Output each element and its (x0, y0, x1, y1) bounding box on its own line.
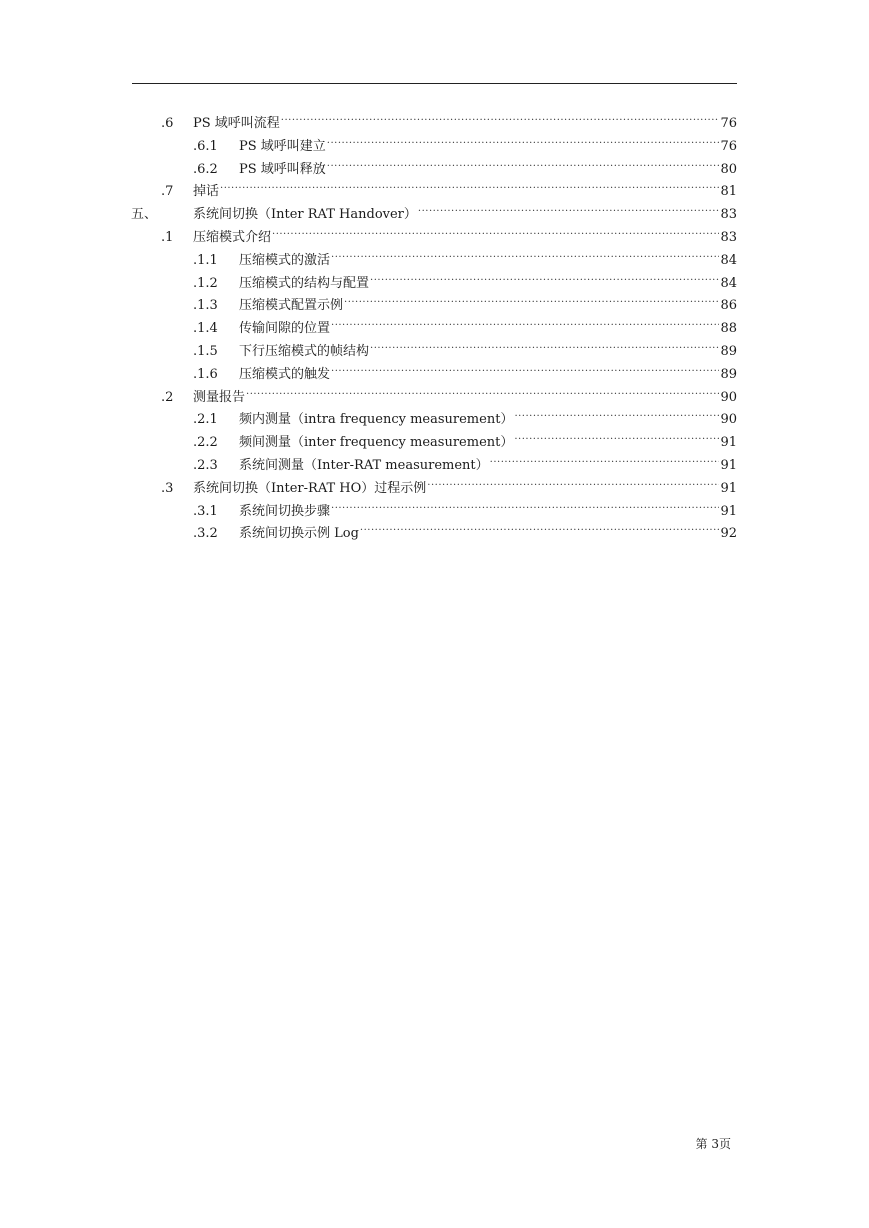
toc-entry-page: 84 (720, 275, 737, 291)
toc-entry-page: 80 (720, 161, 737, 177)
toc-entry[interactable] (161, 105, 737, 131)
toc-entry-page: 76 (720, 116, 737, 131)
toc-dot-leader (272, 219, 719, 241)
toc-entry-number: .6.2 (193, 161, 218, 177)
toc-entry[interactable] (161, 379, 737, 405)
toc-entry-page: 91 (720, 435, 737, 451)
toc-entry-page: 88 (720, 321, 737, 337)
toc-entry-number: .3.2 (193, 526, 218, 542)
toc-entry[interactable] (161, 470, 737, 496)
toc-entry[interactable] (193, 356, 737, 382)
toc-dot-leader (331, 493, 719, 515)
toc-entry[interactable] (193, 493, 737, 519)
toc-entry-title: 传输间隙的位置 (239, 321, 331, 337)
toc-entry-page: 76 (720, 138, 737, 154)
toc-entry-title: PS 域呼叫流程 (193, 116, 280, 131)
toc-entry-title: 压缩模式的激活 (239, 252, 331, 268)
toc-entry[interactable] (193, 151, 737, 177)
toc-entry-title: 系统间切换示例 Log (239, 526, 359, 542)
toc-entry[interactable] (193, 287, 737, 314)
toc-entry-page: 81 (720, 184, 737, 200)
toc-dot-leader (344, 287, 719, 309)
toc-dot-leader (370, 333, 719, 355)
toc-entry[interactable] (193, 447, 737, 473)
toc-entry-page: 84 (720, 252, 737, 268)
toc-entry-page: 91 (720, 480, 737, 496)
toc-entry-number: .2.1 (193, 412, 218, 428)
toc-entry-title: PS 域呼叫释放 (239, 161, 326, 177)
toc-dot-leader (327, 128, 720, 150)
toc-entry-title: 压缩模式的触发 (239, 366, 331, 382)
toc-dot-leader (281, 105, 720, 127)
toc-entry[interactable] (193, 424, 737, 451)
toc-entry-title: 系统间切换（Inter RAT Handover） (193, 207, 417, 223)
toc-dot-leader (246, 379, 719, 401)
toc-dot-leader (331, 356, 719, 378)
toc-entry[interactable] (193, 401, 737, 428)
toc-entry-number: .1.5 (193, 344, 218, 359)
toc-entry-page: 86 (720, 298, 737, 314)
toc-entry[interactable] (193, 515, 737, 542)
toc-entry-title: 频间测量（inter frequency measurement） (239, 435, 514, 451)
toc-entry[interactable] (193, 310, 737, 337)
toc-entry-page: 91 (720, 503, 737, 519)
toc-entry-page: 90 (720, 389, 737, 405)
toc-entry[interactable] (193, 242, 737, 268)
toc-entry[interactable] (193, 128, 737, 154)
toc-entry-number: .1.1 (193, 252, 218, 268)
toc-entry-title: 频内测量（intra frequency measurement） (239, 412, 514, 428)
toc-entry-title: 压缩模式的结构与配置 (239, 275, 370, 291)
toc-dot-leader (331, 310, 719, 332)
toc-entry-number: .2 (161, 389, 174, 405)
toc-entry-number: .1 (161, 230, 174, 245)
page-number: 第 3页 (695, 1137, 731, 1151)
toc-entry-title: 系统间切换（Inter-RAT HO）过程示例 (193, 480, 427, 496)
toc-entry-page: 89 (720, 344, 737, 359)
toc-entry-title: PS 域呼叫建立 (239, 138, 326, 154)
toc-dot-leader (418, 196, 720, 218)
toc-entry-page: 89 (720, 366, 737, 382)
toc-entry[interactable] (131, 196, 737, 223)
toc-entry-title: 测量报告 (193, 389, 246, 405)
toc-entry-title: 压缩模式介绍 (193, 230, 272, 245)
toc-entry-number: .3.1 (193, 503, 218, 519)
toc-dot-leader (327, 151, 720, 173)
toc-entry-number: .1.6 (193, 366, 218, 382)
toc-entry[interactable] (193, 333, 737, 359)
toc-entry-title: 压缩模式配置示例 (239, 298, 344, 314)
toc-dot-leader (331, 242, 719, 264)
toc-dot-leader (360, 515, 720, 537)
toc-entry-page: 83 (720, 207, 737, 223)
toc-entry[interactable] (161, 219, 737, 245)
toc-entry[interactable] (161, 173, 737, 200)
toc-entry-page: 83 (720, 230, 737, 245)
toc-entry-page: 90 (720, 412, 737, 428)
toc-dot-leader (490, 447, 720, 469)
toc-entry-number: .6.1 (193, 138, 218, 154)
toc-dot-leader (427, 470, 719, 492)
toc-entry-number: .2.3 (193, 458, 218, 473)
toc-dot-leader (220, 173, 719, 195)
toc-entry-number: .1.4 (193, 321, 218, 337)
toc-entry-number: .6 (161, 116, 174, 131)
toc-dot-leader (370, 265, 719, 287)
toc-entry-title: 掉话 (193, 184, 220, 200)
toc-entry-title: 系统间测量（Inter-RAT measurement） (239, 458, 489, 473)
toc-dot-leader (514, 424, 719, 446)
toc-dot-leader (514, 401, 719, 423)
toc-entry-number: .7 (161, 184, 174, 200)
toc-entry-number: .2.2 (193, 435, 218, 451)
toc-entry-number: .3 (161, 480, 174, 496)
toc-entry-page: 91 (720, 458, 737, 473)
toc-entry-number: .1.2 (193, 275, 218, 291)
toc-entry-number: .1.3 (193, 298, 218, 314)
toc-entry-title: 下行压缩模式的帧结构 (239, 344, 370, 359)
toc-entry-page: 92 (720, 526, 737, 542)
toc-entry-title: 系统间切换步骤 (239, 503, 331, 519)
toc-entry[interactable] (193, 265, 737, 291)
toc-entry-number: 五、 (131, 207, 158, 223)
header-rule (132, 83, 737, 84)
